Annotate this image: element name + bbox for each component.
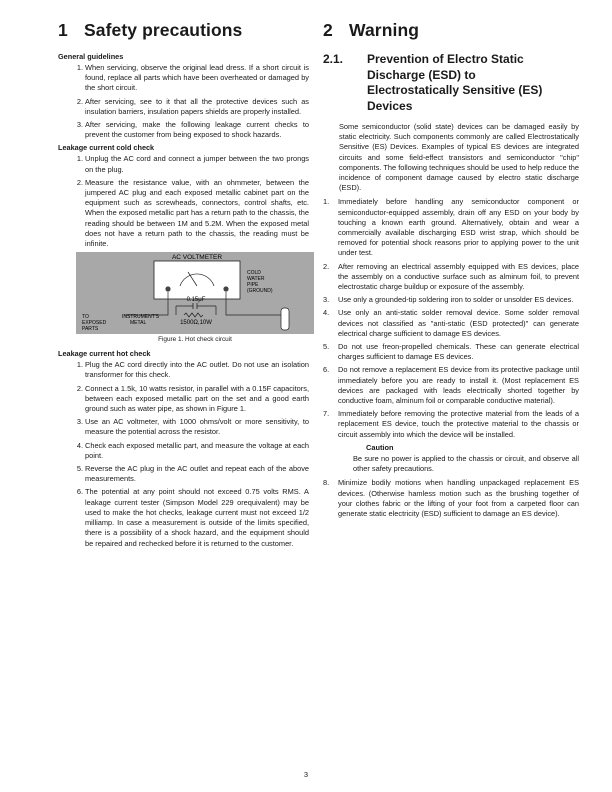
capacitor-value: 0.15μF	[186, 297, 206, 304]
caution-heading: Caution	[366, 442, 394, 452]
esd-list	[323, 197, 579, 439]
svg-text:(GROUND): (GROUND)	[247, 288, 273, 295]
list-item: 8. Minimize bodily motions when handling unpackaged replacement ES devices. (Otherwise hamless motion such as the brushing together of your clothes fabric or the lifting of your foot from a carpeted floor can generate static electricity (ESD) sufficient to damage an ES device).	[323, 478, 579, 518]
section-2-title: 2 Warning	[323, 20, 420, 40]
voltmeter-body	[154, 261, 240, 299]
hot-check-circuit-figure	[76, 252, 314, 334]
list-item: 3. Use an AC voltmeter, with 1000 ohms/volt or more sensitivity, to measure the potential across the resistor.	[76, 417, 309, 437]
list-item: 2. Measure the resistance value, with an ohmmeter, between the jumpered AC plug and each exposed metallic cabinet part on the equipment such as screwheads, connectors, control shafts, etc. When the exposed metallic part has a return path to the chassis, the reading should be between 1M and 5.2M. When the exposed metal does not have a return path to the chassis, the reading must be infinite.	[76, 177, 309, 249]
subsection-2-1-title: 2.1. Prevention of Electro Static Discharge (ESD) to Electrostatically Sensitive (ES) Devices	[323, 52, 543, 113]
list-item: 1. Immediately before handling any semiconductor component or semiconductor-equipped assembly, drain off any ESD on your body by touching a known earth ground. Alternatively, obtain and wear a commercially available discharging ESD wrist strap, which should be removed for potential shock reasons prior to applying power to the unit under test.	[323, 197, 579, 258]
voltmeter-terminal-left	[165, 287, 170, 292]
circuit-diagram	[76, 252, 314, 334]
voltmeter-terminal-right	[223, 287, 228, 292]
svg-text:PIPE: PIPE	[247, 282, 259, 289]
list-item: 3. After servicing, make the following leakage current checks to prevent the customer from being exposed to shock hazards.	[76, 120, 309, 140]
list-item: 6. Do not remove a replacement ES device from its protective package until immediately before you are ready to install it. (Most replacement ES devices are packaged with leads electrically shorted together by conductive foam, alminum foil or comparable conductive material).	[323, 365, 579, 406]
list-item: 2. After removing an electrical assembly equipped with ES devices, place the assembly on a conductive surface such as alminum foil, to prevent electrostatic charge buildup or exposure of the assembly.	[323, 261, 579, 292]
list-item: 5. Do not use freon-propelled chemicals. These can generate electrical charges sufficient to damage ES devices.	[323, 342, 579, 362]
figure-caption: Figure 1. Hot check circuit	[158, 336, 232, 344]
list-item: 4. Check each exposed metallic part, and measure the voltage at each point.	[76, 440, 309, 460]
list-item: 4. Use only an anti-static solder removal device. Some solder removal devices not classified as "anti-static (ESD protected)" can generate electrical charge sufficient to damage ES devices.	[323, 308, 579, 338]
hot-check-heading: Leakage current hot check	[58, 349, 151, 359]
list-item: 3. Use only a grounded-tip soldering iron to solder or unsolder ES devices.	[323, 295, 574, 305]
hot-check-list	[58, 360, 309, 548]
list-item: 1. Plug the AC cord directly into the AC outlet. Do not use an isolation transformer for this check.	[76, 360, 309, 380]
to-exposed-parts-label: TO	[82, 314, 89, 321]
left-column	[58, 20, 309, 552]
cold-check-heading: Leakage current cold check	[58, 143, 155, 153]
resistor-value: 1500Ω,10W	[180, 320, 212, 327]
right-column	[323, 20, 579, 522]
svg-text:PARTS: PARTS	[82, 326, 99, 333]
svg-text:WATER: WATER	[247, 276, 265, 283]
section-1-title: 1 Safety precautions	[58, 20, 243, 40]
instruments-metal-label: INSTRUMENT'S	[122, 314, 160, 321]
list-item: 1. Unplug the AC cord and connect a jumper between the two prongs on the plug.	[76, 154, 309, 174]
list-item: 2. Connect a 1.5k, 10 watts resistor, in parallel with a 0.15F capacitors, between each exposed metallic part on the set and a good earth ground such as water pipe, as shown in Figure 1.	[76, 383, 309, 414]
general-guidelines-list	[58, 63, 309, 140]
general-guidelines-heading: General guidelines	[58, 52, 124, 61]
esd-intro-paragraph: Some semiconductor (solid state) devices can be damaged easily by static electricity. Such components commonly are called Electrostatically Sensitive (ES) Devices. Examples of typical ES devices are integrated circuits and some field-effect transistors and semiconductor "chip" components. The following techniques should be used to help reduce the incidence of component damage caused by electro static discharge (ESD).	[339, 122, 579, 193]
ac-voltmeter-label: AC VOLTMETER	[171, 254, 223, 262]
caution-text: Be sure no power is applied to the chassis or circuit, and observe all other safety precautions.	[353, 453, 579, 474]
cold-check-list	[58, 154, 309, 249]
svg-text:METAL: METAL	[130, 320, 147, 327]
list-item: 6. The potential at any point should not exceed 0.75 volts RMS. A leakage current tester (Simpson Model 229 orequivalent) may be used to make the hot checks, leakage current must not exceed 1/2 milliamp. In case a measurement is outside of the limits specified, there is a possibility of a shock hazard, and the equipment should be repaired and rechecked before it is returned to the customer.	[76, 487, 309, 548]
resistor-symbol	[184, 313, 203, 317]
svg-text:EXPOSED: EXPOSED	[82, 320, 107, 327]
esd-list-continued	[323, 478, 579, 519]
page-number: 3	[303, 770, 309, 779]
list-item: 2. After servicing, see to it that all the protective devices such as insulation barriers, insulation papers shields are properly installed.	[76, 96, 309, 116]
water-pipe	[281, 308, 289, 330]
list-item: 1. When servicing, observe the original lead dress. If a short circuit is found, replace all parts which have been overheated or damaged by the short circuit.	[76, 63, 309, 93]
cold-water-label: COLD	[247, 270, 261, 277]
list-item: 7. Immediately before removing the protective material from the leads of a replacement ES device, touch the protective material to the chassis or circuit assembly into which the device will be installed.	[323, 409, 579, 439]
list-item: 5. Reverse the AC plug in the AC outlet and repeat each of the above measurements.	[76, 464, 309, 484]
